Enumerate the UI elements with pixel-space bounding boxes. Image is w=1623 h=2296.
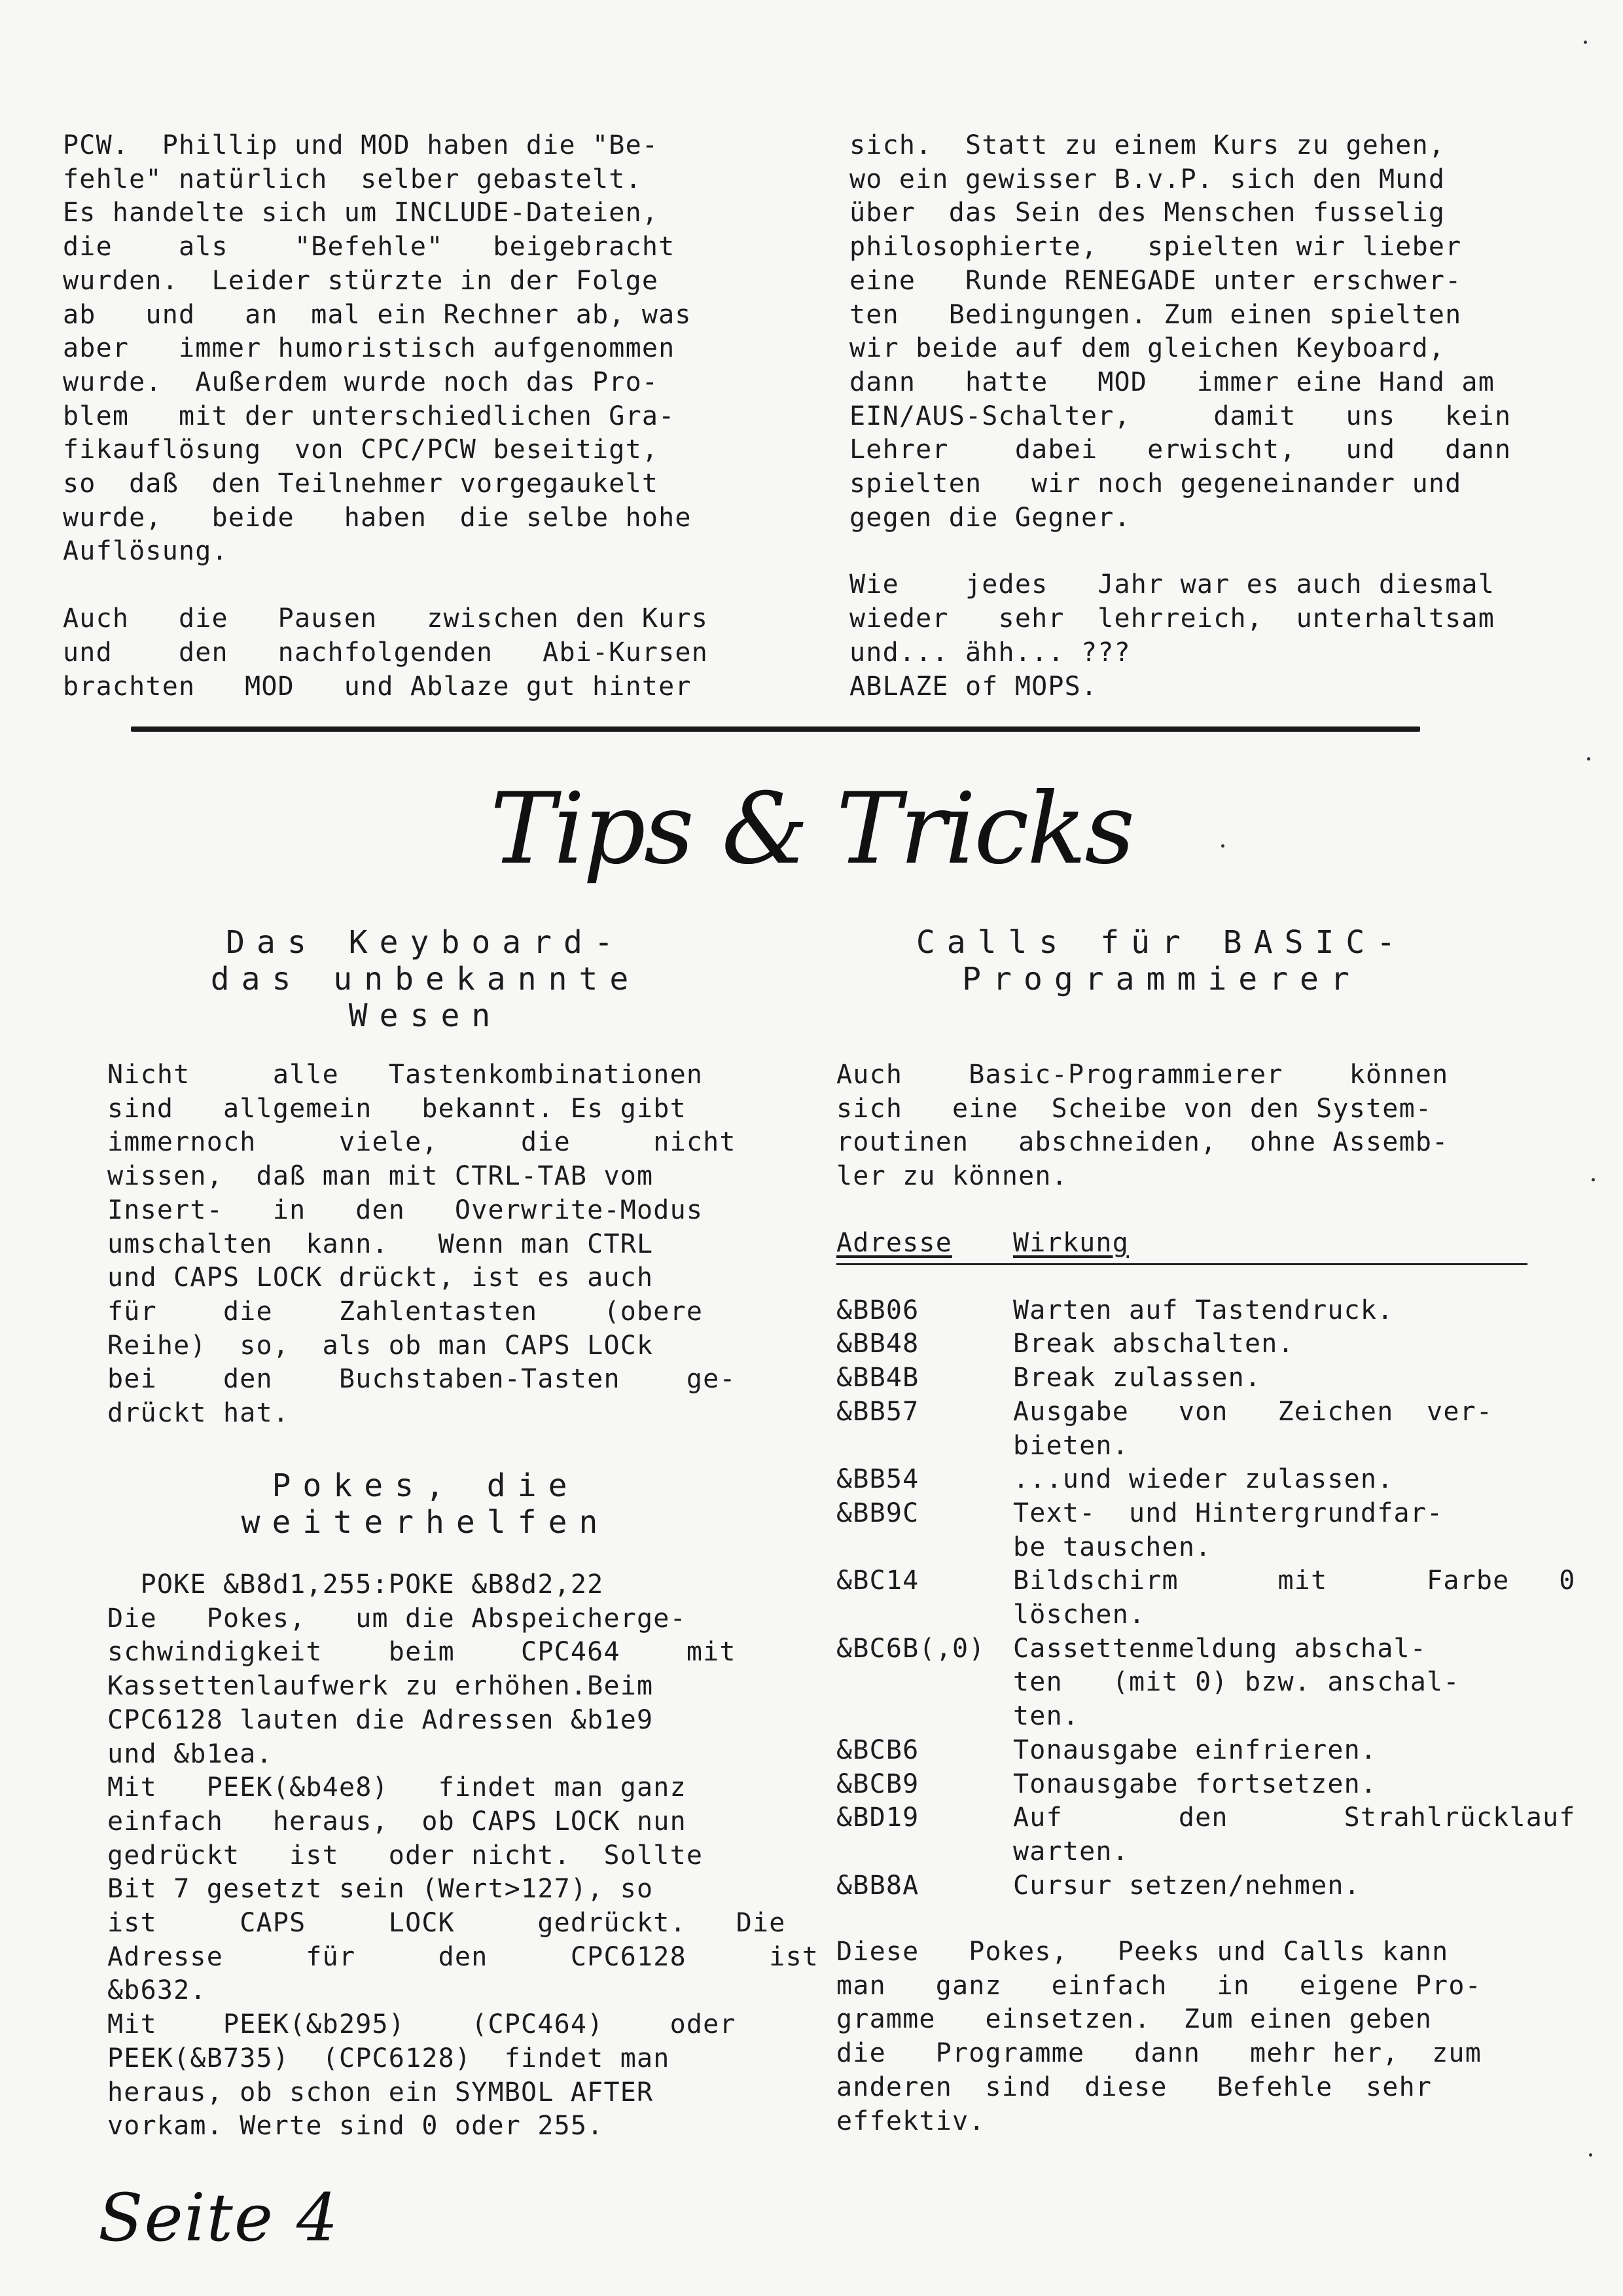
table-row [836,1768,1527,1802]
text-line: Kassettenlaufwerk zu erhöhen.Beim [107,1671,654,1702]
text-line: anderen sind diese Befehle sehr [836,2072,1433,2102]
effect-cell: Text- und Hintergrundfar- [1013,1498,1444,1528]
effect-cell: Break abschalten. [1013,1329,1294,1359]
table-row [836,1531,1527,1565]
calls-table-header [836,1227,1527,1265]
table-row [836,1700,1527,1734]
effect-cell: Cassettenmeldung abschal- [1013,1633,1427,1664]
text-line: Auch Basic-Programmierer können [836,1060,1449,1090]
address-cell [836,1666,1013,1700]
text-line: die Programme dann mehr her, zum [836,2038,1482,2069]
text-line: gegen die Gegner. [849,502,1131,533]
text-line: Reihe) so, als ob man CAPS LOCk [107,1330,654,1361]
text-line: ten Bedingungen. Zum einen spielten [849,299,1462,330]
table-row [836,1869,1527,1903]
effect-cell: warten. [1013,1836,1129,1867]
text-line: POKE &B8d1,255:POKE &B8d2,22 [107,1570,604,1600]
text-line: Mit PEEK(&b4e8) findet man ganz [107,1772,687,1803]
heading-line: das unbekannte [210,961,641,997]
scan-speck [1589,2153,1592,2157]
text-line: einfach heraus, ob CAPS LOCK nun [107,1806,687,1837]
section-divider [131,726,1420,732]
heading-line: weiterhelfen [241,1504,610,1541]
address-cell: &BB48 [836,1329,919,1359]
address-cell: &BB8A [836,1870,919,1901]
effect-cell: be tauschen. [1013,1532,1212,1562]
text-line: routinen abschneiden, ohne Assemb- [836,1127,1449,1158]
table-row [836,1835,1527,1869]
intro-left-column [63,129,776,704]
text-line: effektiv. [836,2106,986,2136]
text-line: blem mit der unterschiedlichen Gra- [63,401,675,431]
text-line: vorkam. Werte sind 0 oder 255. [107,2111,604,2142]
text-line: ab und an mal ein Rechner ab, was [63,299,692,330]
text-line: wurde, beide haben die selbe hohe [63,502,692,533]
text-line: Bit 7 gesetzt sein (Wert>127), so [107,1874,654,1905]
table-row [836,1564,1576,1598]
text-line: EIN/AUS-Schalter, damit uns kein [849,401,1512,431]
text-line: wieder sehr lehrreich, unterhaltsam [849,603,1495,634]
text-line: Diese Pokes, Peeks und Calls kann [836,1937,1449,1967]
table-row [836,1361,1527,1395]
address-cell [836,1429,1013,1463]
text-line: wissen, daß man mit CTRL-TAB vom [107,1161,654,1192]
scan-speck [1587,757,1590,761]
table-row [836,1294,1527,1328]
address-cell: &BCB6 [836,1734,919,1765]
header-address: Adresse [836,1228,952,1258]
calls-heading [818,924,1505,997]
table-row [836,1327,1527,1361]
effect-cell: Ausgabe von Zeichen ver- [1013,1396,1493,1427]
heading-line: Pokes, die [272,1467,579,1504]
text-line: wurde. Außerdem wurde noch das Pro- [63,367,659,397]
text-line: eine Runde RENEGADE unter erschwer- [849,265,1462,296]
text-line: PCW. Phillip und MOD haben die "Be- [63,130,659,160]
calls-table [836,1227,1576,1903]
text-line: Mit PEEK(&b295) (CPC464) oder [107,2009,736,2040]
address-cell: &BD19 [836,1803,919,1833]
address-cell: &BC6B(,0) [836,1633,986,1664]
address-cell: &BCB9 [836,1768,919,1799]
text-line: sich eine Scheibe von den System- [836,1093,1433,1124]
text-line: wo ein gewisser B.v.P. sich den Mund [849,164,1446,194]
heading-line: Wesen [348,997,503,1034]
effect-cell: bieten. [1013,1430,1129,1461]
text-line: philosophierte, spielten wir lieber [849,232,1462,262]
text-line [63,569,776,602]
text-line: Die Pokes, um die Abspeicherge- [107,1603,687,1634]
table-row [836,1801,1576,1835]
text-line: gedrückt ist oder nicht. Sollte [107,1840,704,1871]
text-line: ABLAZE of MOPS. [849,671,1098,702]
address-cell [836,1598,1013,1632]
table-row [836,1632,1527,1666]
effect-cell: Tonausgabe fortsetzen. [1013,1768,1378,1799]
text-line: für die Zahlentasten (obere [107,1296,704,1327]
text-line: so daß den Teilnehmer vorgegaukelt [63,469,659,499]
text-line: sich. Statt zu einem Kurs zu gehen, [849,130,1446,160]
keyboard-article-body [107,1058,736,1431]
heading-line: Programmierer [962,961,1361,997]
address-cell [836,1835,1013,1869]
text-line: PEEK(&B735) (CPC6128) findet man [107,2043,670,2073]
header-effect: Wirkung [1013,1228,1129,1258]
text-line: dann hatte MOD immer eine Hand am [849,367,1495,397]
pokes-article-body [107,1568,819,2144]
effect-cell: Tonausgabe einfrieren. [1013,1734,1378,1765]
text-line: aber immer humoristisch aufgenommen [63,333,675,364]
text-line: ler zu können. [836,1161,1068,1192]
address-cell [836,1531,1013,1565]
effect-cell: ten. [1013,1701,1080,1732]
text-line: wurden. Leider stürzte in der Folge [63,265,659,296]
text-line: die als "Befehle" beigebracht [63,232,675,262]
calls-outro [836,1935,1482,2138]
text-line [849,535,1563,568]
table-row [836,1395,1527,1429]
table-row [836,1497,1527,1531]
effect-cell: Cursur setzen/nehmen. [1013,1870,1361,1901]
text-line: heraus, ob schon ein SYMBOL AFTER [107,2077,654,2108]
table-row [836,1463,1527,1497]
scan-speck [1221,844,1224,848]
text-line: ist CAPS LOCK gedrückt. Die [107,1908,786,1939]
text-line: spielten wir noch gegeneinander und [849,469,1462,499]
text-line: Wie jedes Jahr war es auch diesmal [849,569,1495,600]
pokes-heading [98,1467,753,1541]
address-cell: &BB54 [836,1464,919,1495]
keyboard-heading [98,924,753,1034]
text-line: und &b1ea. [107,1738,273,1769]
text-line: Es handelte sich um INCLUDE-Dateien, [63,198,659,228]
effect-cell: Auf den Strahlrücklauf [1013,1803,1576,1833]
text-line: und... ähh... ??? [849,637,1131,668]
text-line: wir beide auf dem gleichen Keyboard, [849,333,1446,364]
text-line: fikauflösung von CPC/PCW beseitigt, [63,435,659,465]
text-line: brachten MOD und Ablaze gut hinter [63,671,692,702]
text-line: schwindigkeit beim CPC464 mit [107,1637,736,1668]
text-line: gramme einsetzen. Zum einen geben [836,2004,1433,2035]
section-title: Tips & Tricks [490,772,1133,886]
address-cell: &BB06 [836,1295,919,1325]
text-line: umschalten kann. Wenn man CTRL [107,1229,654,1259]
address-cell [836,1700,1013,1734]
address-cell: &BB57 [836,1396,919,1427]
text-line: &b632. [107,1975,207,2006]
effect-cell: Warten auf Tastendruck. [1013,1295,1394,1325]
address-cell: &BC14 [836,1566,919,1596]
text-line: drückt hat. [107,1398,290,1429]
text-line: über das Sein des Menschen fusselig [849,198,1446,228]
text-line: CPC6128 lauten die Adressen &b1e9 [107,1704,654,1735]
text-line: fehle" natürlich selber gebastelt. [63,164,642,194]
page-number: Seite 4 [98,2179,340,2256]
text-line: Adresse für den CPC6128 ist [107,1941,819,1972]
table-row [836,1666,1527,1700]
table-row [836,1429,1527,1463]
table-row [836,1734,1527,1768]
text-line: Auflösung. [63,536,228,567]
text-line: und den nachfolgenden Abi-Kursen [63,637,708,668]
effect-cell: löschen. [1013,1600,1146,1630]
text-line: Insert- in den Overwrite-Modus [107,1194,704,1225]
heading-line: Calls für BASIC- [916,924,1408,961]
text-line: bei den Buchstaben-Tasten ge- [107,1364,736,1395]
scan-speck [1584,41,1587,44]
text-line: man ganz einfach in eigene Pro- [836,1970,1482,2001]
calls-table-rows [836,1294,1576,1903]
calls-intro [836,1058,1448,1194]
effect-cell: ten (mit 0) bzw. anschal- [1013,1667,1460,1698]
scan-speck [1592,1178,1595,1181]
effect-cell: Break zulassen. [1013,1363,1262,1393]
text-line: sind allgemein bekannt. Es gibt [107,1093,687,1124]
address-cell: &BB9C [836,1498,919,1528]
text-line: immernoch viele, die nicht [107,1127,736,1158]
address-cell: &BB4B [836,1363,919,1393]
text-line: Auch die Pausen zwischen den Kurs [63,603,708,634]
table-row [836,1598,1527,1632]
effect-cell: ...und wieder zulassen. [1013,1464,1394,1495]
effect-cell: Bildschirm mit Farbe 0 [1013,1566,1576,1596]
text-line: und CAPS LOCK drückt, ist es auch [107,1263,654,1293]
text-line: Nicht alle Tastenkombinationen [107,1060,704,1090]
text-line: Lehrer dabei erwischt, und dann [849,435,1512,465]
heading-line: Das Keyboard- [226,924,625,961]
intro-right-column [849,129,1563,704]
